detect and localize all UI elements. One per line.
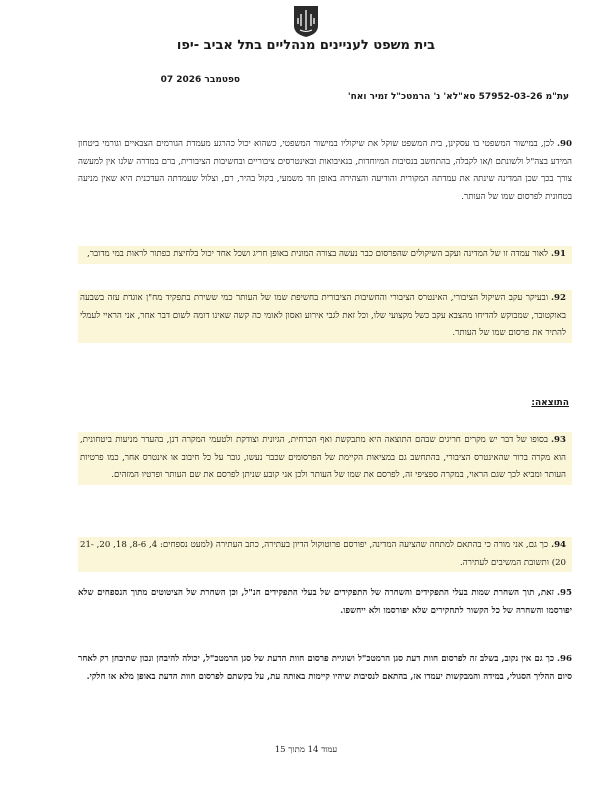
paragraph-94 [78, 537, 572, 572]
paragraph-96 [78, 651, 572, 686]
paragraph-95 [78, 585, 572, 620]
paragraph-text: כך גם אין נקוב, בשלב זה לפרסום חוות דעת סגן הרמטכ"ל ושוגיית פרסום חוות הדעת של סגן הרמטכ"ל, יכולה להיבחן ונכון שתיבחן רק לאחר סיום ההליך הסגולי, במידה והמבקשות יעמדו אז, בהתאם לנסיבות שיהיו קיימות באותה עת, על בקשתם לפרסום חוות הדעת באופן מלא או חלקי. [78, 654, 572, 682]
paragraph-number: 91. [551, 249, 566, 259]
page-number: עמוד 14 מתוך 15 [274, 745, 338, 755]
paragraph-number: 95. [557, 588, 572, 598]
court-name: בית משפט לעניינים מנהליים בתל אביב -יפו [176, 38, 436, 53]
paragraph-text: זאת, תוך השחרת שמות בעלי התפקידים והשחרה של התפקידים של בעלי התפקידים חנ"ל, וכן השחרת של הציטוטים מתוך הנספחים שלא יפורסמו והשחרה של כל הקשור לתחקירים שלא יפורסמו ולא ייחשפו. [78, 588, 572, 616]
paragraph-90 [78, 136, 572, 206]
paragraph-text: כך גם, אני מורה כי בהתאם למתחה שהציעה המדינה, יפורסם פרוטוקול הדיון בעתירה, כתב העתירה (למעט נספחים: 4, 8-6, 18, 20, 21-20) ותשובת המשיבים לעתירה. [80, 540, 566, 568]
paragraph-text: לאור עמדה זו של המדינה ועקב השיקולים שהפרסום כבר נעשה בצורה המונית באופן חריג ושכל אחד יכול בלחיצת כפתור לראות במי מדובר, [87, 249, 549, 259]
section-heading: התוצאה: [531, 398, 569, 408]
paragraph-number: 94. [551, 540, 567, 550]
paragraph-93 [78, 432, 572, 485]
paragraph-number: 96. [557, 654, 572, 664]
paragraph-91 [78, 246, 572, 264]
paragraph-number: 92. [551, 293, 566, 303]
case-number: עת"מ 57952-03-26 סא"לא' נ' הרמטכ"ל זמיר ואח' [347, 92, 569, 102]
paragraph-text: בסופו של דבר יש מקרים חריגים שבהם התוצאה היא מתבקשת ואף הכרחית, הגיונית וצודקת ולטעמי המקרה דנן, בהעדר מניעות ביטחונית, הוא מקרה ברור שהאינטרס הציבורי, בהתחשב גם במציאות הקיימת של הפרסומים שכבר נעשו, גובר על כל חיבוב או אינטרס אחר, כמו פרטיות העותר ומביא לכך שגם הראוי, במקרה ספציפי זה, לפרסם את שמו של העותר ולכן אני קובע שניתן לפרסם את שם העותר ופרטיו המזהים. [80, 435, 566, 480]
paragraph-text: לכן, במישור המשפטי בו עסקינן, בית המשפט שוקל את שיקוליו במישור המשפטי, כשהוא יכול כהרגע מעמדת הגורמים הצבאיים וגורמי ביטחון המידע בצה"ל ולשונתם ו/או לקבלה, בהתחשב בנסיבות המיוחדות, בנאיבואות ובאינטרסים ציבוריים ובחשיבות הציבורית, ברם במדרה שלנו אין למעשה צורך בכך שכן המדינה שינתה את עמדתה המקורית והודיעה והצהירה באופן חד משמעי, בקול בהיר, רם, וצלול שעמדתה העדכנית היא שאין מניעה בטחונית לפרסום שמו של העותר. [78, 139, 572, 202]
paragraph-text: ובעיקר עקב השיקול הציבורי, האינטרס הציבורי והחשיבות הציבורית בחשיפת שמו של העותר כמי ששירת בתפקיד מח"ן אוגדת עזה בשבעה באוקטובר, שמבוקש להדיחו מהצבא עקב כשל מקצועי שלו, וכל זאת לגבי אירוע ואסון לאומי כה קשה שאינו דומה לשום דבר אחר, אני הראיי לעמלי להתיר את פרסום שמו של העותר. [80, 293, 566, 338]
paragraph-92 [78, 290, 572, 343]
paragraph-number: 93. [551, 435, 566, 445]
paragraph-number: 90. [557, 139, 572, 149]
state-emblem-icon [291, 4, 321, 38]
document-date: 07 ספטמבר 2026 [160, 75, 240, 85]
